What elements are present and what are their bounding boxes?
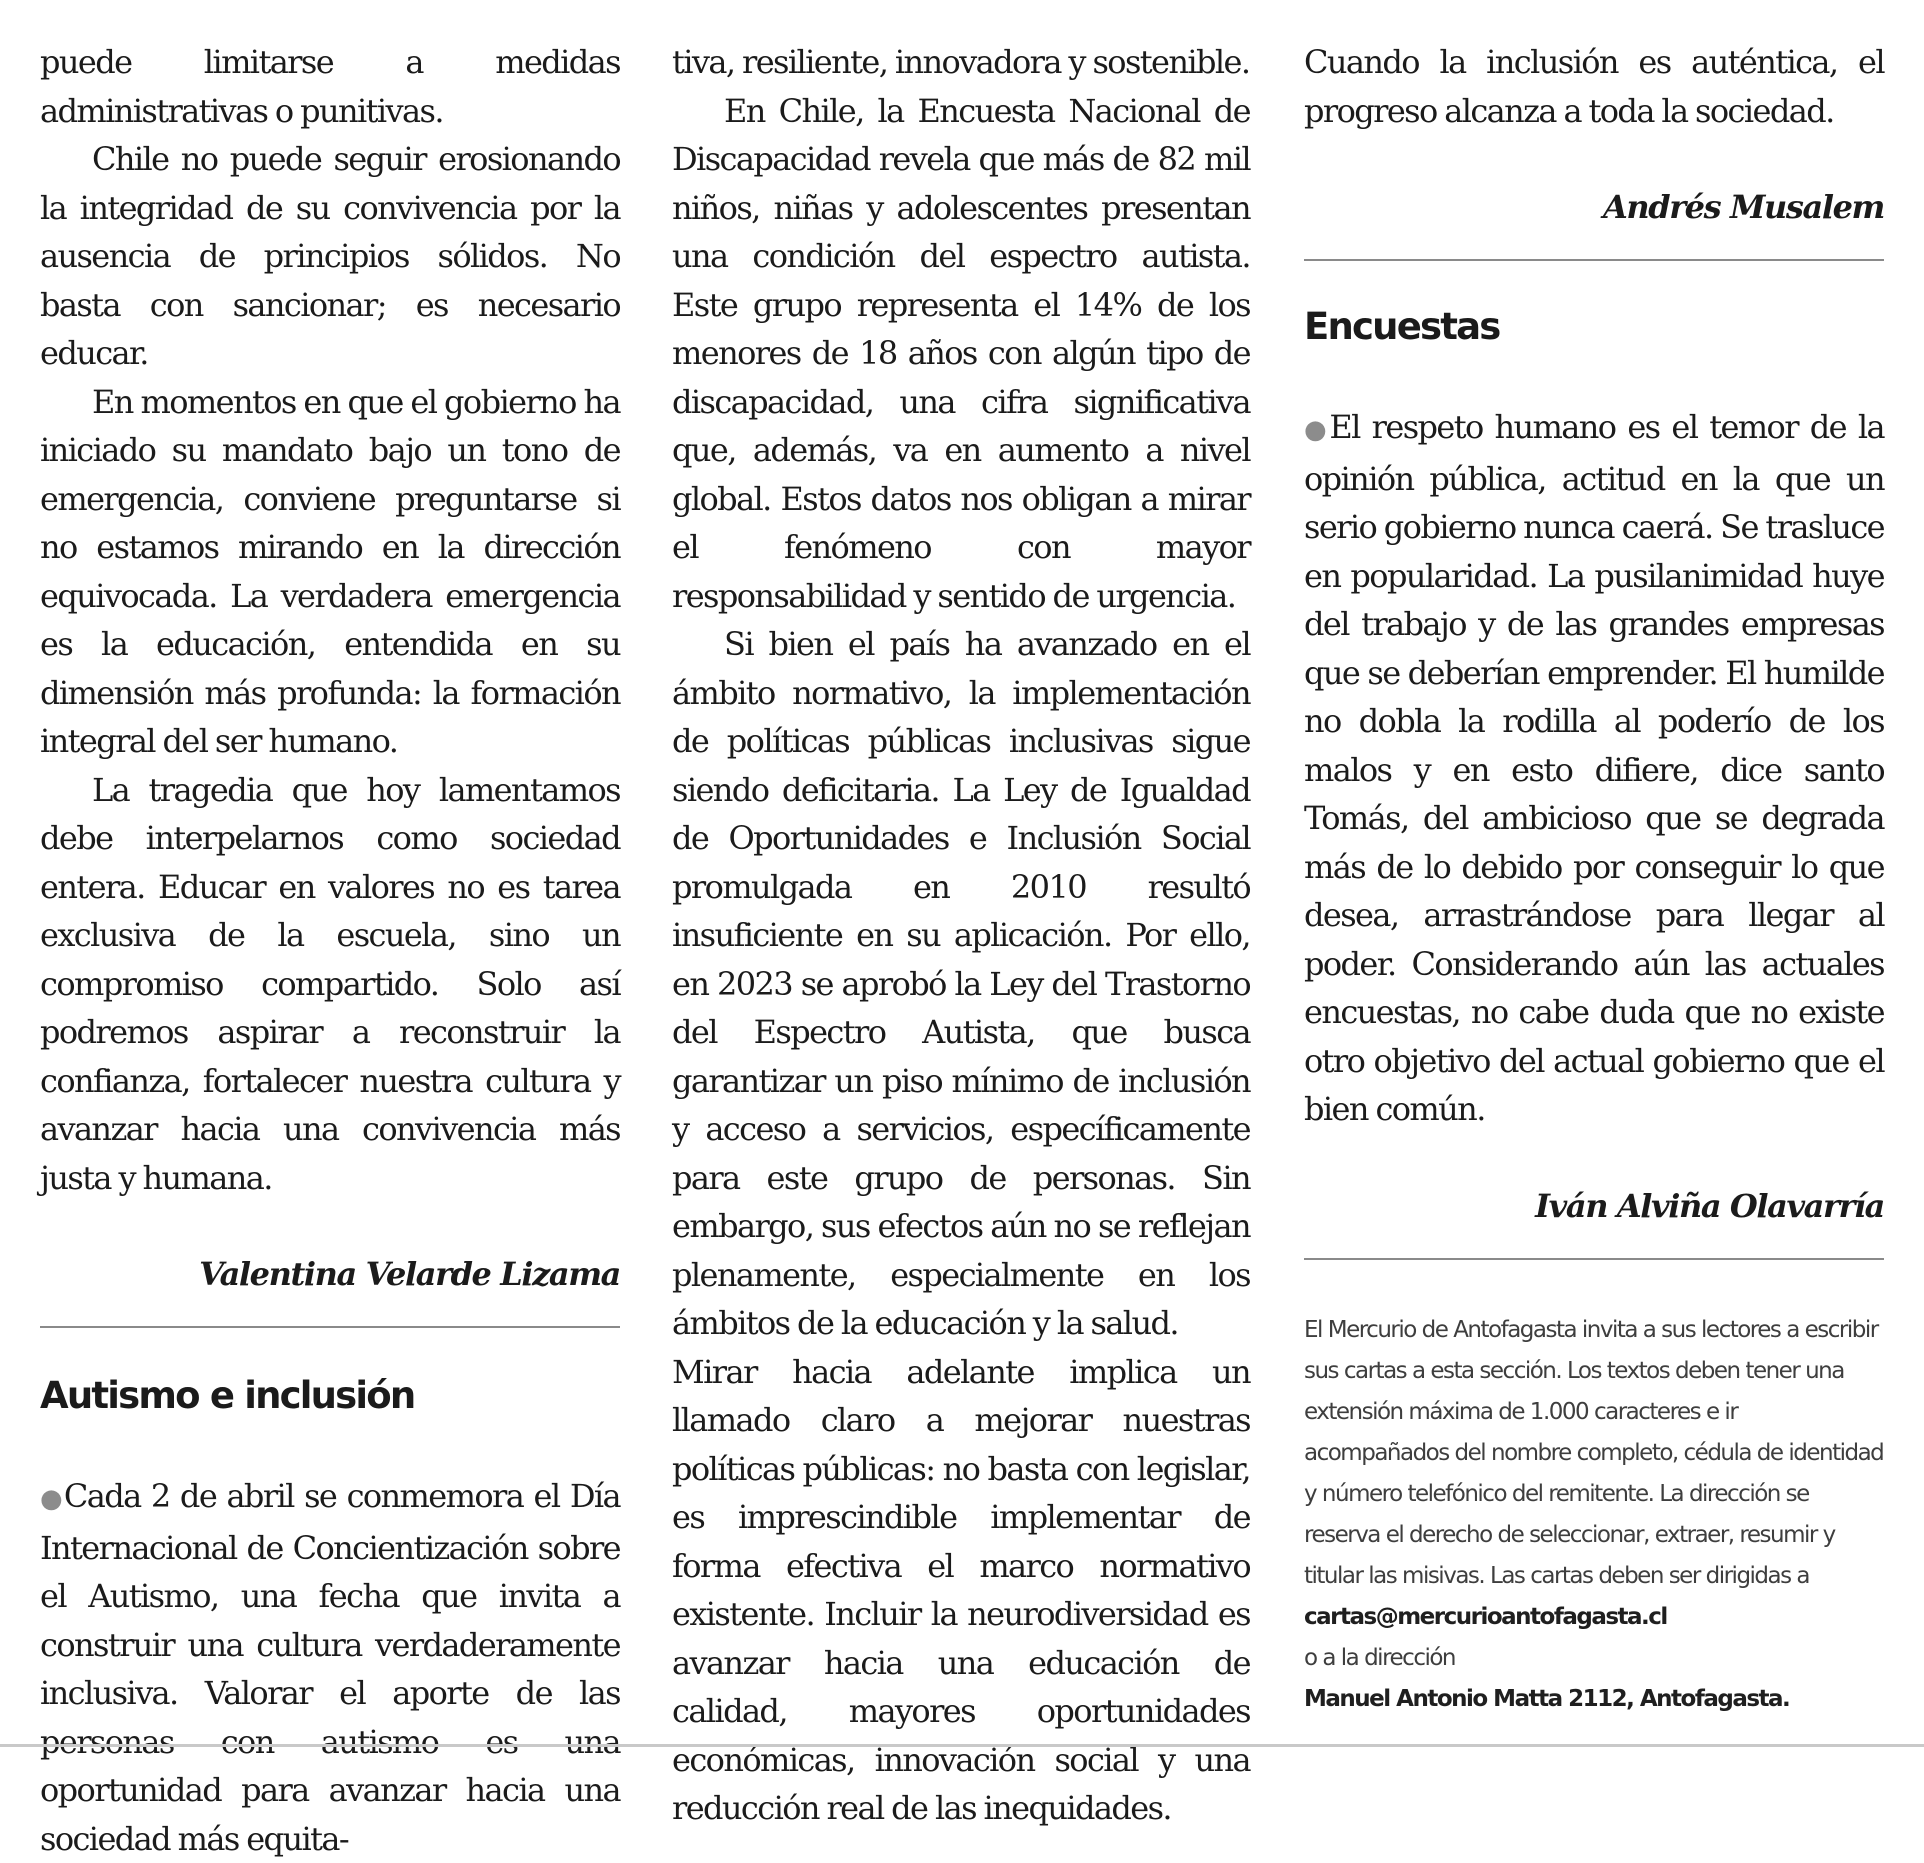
paragraph: En Chile, la Encuesta Nacional de Discapacidad revela que más de 82 mil niños, niñas y adolescentes presentan una condición del espectro autista. Este grupo representa el 14% de los menores de 18 años con algún tipo de discapacidad, una cifra significativa que, además, va en aumento a nivel global. Estos datos nos obligan a mirar el fenómeno con mayor responsabilidad y sentido de urgencia.: [672, 91, 1250, 615]
notice-text: El Mercurio de Antofagasta invita a sus lectores a escribir sus cartas a esta sección. Los textos deben tener una extensión máxima de 1.000 caracteres e ir acompañados del nombre completo, cédula de identidad y número telefónico del remitente. La dirección se reserva el derecho de seleccionar, extraer, resumir y titular las misivas. Las cartas deben ser dirigidas a: [1304, 1316, 1884, 1589]
headline-encuestas: Encuestas: [1304, 305, 1500, 348]
paragraph: Chile no puede seguir erosionando la integridad de su convivencia por la ausencia de principios sólidos. No basta con sancionar; es necesario educar.: [40, 140, 620, 372]
signature-valentina: Valentina Velarde Lizama: [199, 1255, 620, 1293]
letter-3-body: [1304, 403, 1884, 1134]
letter-2-body: [40, 1472, 620, 1863]
letter-2-continued: [672, 38, 1250, 1833]
signature-ivan: Iván Alviña Olavarría: [1535, 1186, 1884, 1225]
page-bottom-rule: [0, 1744, 1924, 1747]
letter-2-ending: [1304, 38, 1884, 135]
signature-andres: Andrés Musalem: [1602, 188, 1884, 226]
letter-2-intro: Cada 2 de abril se conmemora el Día Internacional de Concientización sobre el Autismo, una fecha que invita a construir una cultura verdaderamente inclusiva. Valorar el aporte de las personas con autismo es una oportunidad para avanzar hacia una sociedad más equita-: [40, 1477, 620, 1858]
paragraph: puede limitarse a medidas administrativas o punitivas.: [40, 43, 620, 130]
paragraph: [40, 1472, 620, 1863]
column-3: [1304, 38, 1884, 1720]
paragraph: Cuando la inclusión es auténtica, el progreso alcanza a toda la sociedad.: [1304, 43, 1884, 130]
bullet-icon: ●: [40, 1484, 64, 1514]
paragraph: tiva, resiliente, innovadora y sostenible.: [672, 43, 1250, 81]
column-2: [672, 38, 1250, 1833]
letter-3-text: El respeto humano es el temor de la opinión pública, actitud en la que un serio gobierno nunca caerá. Se trasluce en popularidad. La pusilanimidad huye del trabajo y de las grandes empresas que se deberían emprender. El humilde no dobla la rodilla al poderío de los malos y en esto difiere, dice santo Tomás, del ambicioso que se degrada más de lo debido por conseguir lo que desea, arrastrándose para llegar al poder. Considerando aún las actuales encuestas, no cabe duda que no existe otro objetivo del actual gobierno que el bien común.: [1304, 408, 1884, 1128]
letter-1-body: [40, 38, 620, 1202]
column-1: [40, 38, 620, 1863]
paragraph: Mirar hacia adelante implica un llamado claro a mejorar nuestras políticas públicas: no basta con legislar, es imprescindible implementar de forma efectiva el marco normativo existente. Incluir la neurodiversidad es avanzar hacia una educación de calidad, mayores oportunidades económicas, innovación social y una reducción real de las inequidades.: [672, 1352, 1250, 1827]
paragraph: [1304, 403, 1884, 1134]
notice-or: o a la dirección: [1304, 1644, 1456, 1671]
paragraph: En momentos en que el gobierno ha iniciado su mandato bajo un tono de emergencia, conviene preguntarse si no estamos mirando en la dirección equivocada. La verdadera emergencia es la educación, entendida en su dimensión más profunda: la formación integral del ser humano.: [40, 382, 620, 760]
headline-autismo: Autismo e inclusión: [40, 1374, 415, 1417]
submission-notice: [1304, 1310, 1884, 1720]
postal-address: Manuel Antonio Matta 2112, Antofagasta.: [1304, 1685, 1790, 1712]
email-link[interactable]: cartas@mercurioantofagasta.cl: [1304, 1603, 1667, 1630]
bullet-icon: ●: [1304, 415, 1330, 445]
paragraph: Si bien el país ha avanzado en el ámbito normativo, la implementación de políticas públicas inclusivas sigue siendo deficitaria. La Ley de Igualdad de Oportunidades e Inclusión Social promulgada en 2010 resultó insuficiente en su aplicación. Por ello, en 2023 se aprobó la Ley del Trastorno del Espectro Autista, que busca garantizar un piso mínimo de inclusión y acceso a servicios, específicamente para este grupo de personas. Sin embargo, sus efectos aún no se reflejan plenamente, especialmente en los ámbitos de la educación y la salud.: [672, 625, 1250, 1342]
paragraph: La tragedia que hoy lamentamos debe interpelarnos como sociedad entera. Educar en valores no es tarea exclusiva de la escuela, sino un compromiso compartido. Solo así podremos aspirar a reconstruir la confianza, fortalecer nuestra cultura y avanzar hacia una convivencia más justa y humana.: [40, 770, 620, 1197]
